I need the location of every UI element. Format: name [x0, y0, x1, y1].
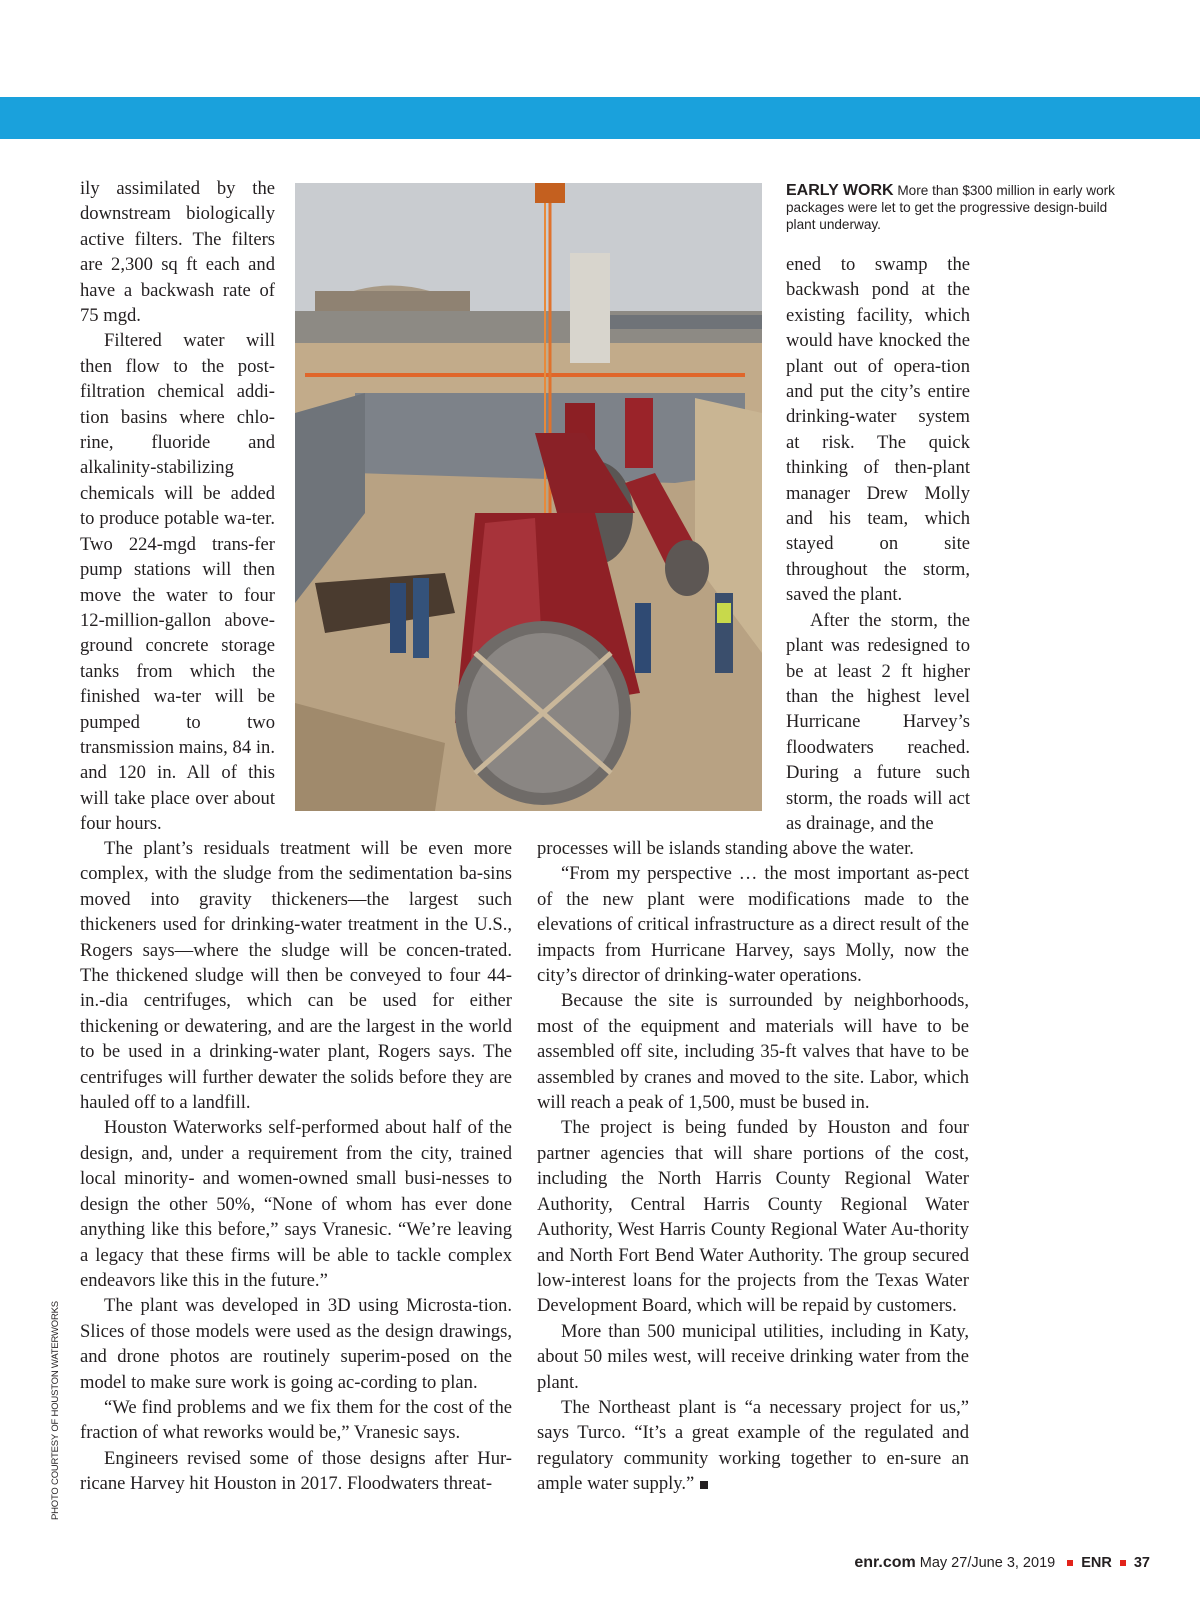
photo-credit: PHOTO COURTESY OF HOUSTON WATERWORKS: [50, 1301, 61, 1520]
article-column-right-upper: [786, 252, 970, 836]
paragraph: More than 500 municipal utilities, including in Katy, about 50 miles west, will receive drinking water from the plant.: [537, 1320, 969, 1393]
caption-headline: EARLY WORK: [786, 182, 894, 199]
paragraph: Engineers revised some of those designs after Hur-ricane Harvey hit Houston in 2017. Floodwaters threat-: [80, 1447, 512, 1495]
caption-text: More than $300 million in early work packages were let to get the progressive design-build plant underway.: [786, 183, 1115, 232]
paragraph: “From my perspective … the most important as-pect of the new plant were modifications made to the elevations of critical infrastructure as a direct result of the impacts from Hurricane Harvey, says Molly, now the city’s director of drinking-water operations.: [537, 863, 969, 987]
final-paragraph: [537, 1395, 969, 1497]
header-color-band: [0, 97, 1200, 139]
page-footer: [854, 1554, 1150, 1572]
paragraph: The plant was developed in 3D using Microsta-tion. Slices of those models were used as the design drawings, and drone photos are routinely superim-posed on the model to make sure work is going ac-cording to plan.: [80, 1295, 512, 1393]
separator-square-icon: [1120, 1560, 1126, 1566]
paragraph: After the storm, the plant was redesigned to be at least 2 ft higher than the highest level Hurricane Harvey’s floodwaters reached. During a future such storm, the roads will act as drainage, and the: [786, 609, 970, 834]
separator-square-icon: [1067, 1560, 1073, 1566]
footer-magazine: ENR: [1081, 1555, 1112, 1571]
paragraph: The project is being funded by Houston and four partner agencies that will share portions of the cost, including the North Harris County Regional Water Authority, Central Harris County Regional Water Authority, West Harris County Regional Water Au-thority and North Fort Bend Water Authority. The group secured low-interest loans for the projects from the Texas Water Development Board, which will be repaid by customers.: [537, 1117, 969, 1317]
paragraph: processes will be islands standing above the water.: [537, 838, 914, 859]
article-column-left-lower: [80, 836, 512, 1497]
paragraph: ened to swamp the backwash pond at the existing facility, which would have knocked the plant out of opera-tion and put the city’s entire drinking-water system at risk. The quick thinking of then-plant manager Drew Molly and his team, which stayed on site throughout the storm, saved the plant.: [786, 254, 970, 606]
end-of-story-mark: [700, 1481, 708, 1489]
paragraph-text: The Northeast plant is “a necessary project for us,” says Turco. “It’s a great example of the regulated and regulatory community working together to en-sure an ample water supply.”: [537, 1396, 969, 1495]
paragraph: “We find problems and we fix them for the cost of the fraction of what reworks would be,” Vranesic says.: [80, 1396, 512, 1444]
construction-photo: [295, 183, 762, 811]
paragraph: Filtered water will then flow to the post-filtration chemical addi-tion basins where chlo-rine, fluoride and alkalinity-stabilizing chemicals will be added to produce potable wa-ter. Two 224-mgd trans-fer pump stations will then move the water to four 12-million-gallon above-ground concrete storage tanks from which the finished wa-ter will be pumped to two transmission mains, 84 in. and 120 in. All of this will take place over about four hours.: [80, 330, 275, 835]
paragraph: Because the site is surrounded by neighborhoods, most of the equipment and materials will have to be assembled off site, including 35-ft valves that have to be assembled by cranes and moved to the site. Labor, which will reach a peak of 1,500, must be bused in.: [537, 990, 969, 1114]
footer-date: May 27/June 3, 2019: [919, 1555, 1056, 1571]
paragraph: ily assimilated by the downstream biologically active filters. The filters are 2,300 sq ft each and have a backwash rate of 75 mgd.: [80, 178, 275, 327]
article-column-right-lower: [537, 836, 969, 1497]
article-column-left-upper: [80, 176, 275, 837]
footer-site: enr.com: [854, 1554, 916, 1571]
page-number: 37: [1133, 1555, 1150, 1571]
paragraph: The plant’s residuals treatment will be even more complex, with the sludge from the sedimentation ba-sins moved into gravity thickeners—the largest such thickeners used for drinking-water treatment in the U.S., Rogers says—where the sludge will be concen-trated. The thickened sludge will then be conveyed to four 44-in.-dia centrifuges, which can be used for either thickening or dewatering, and are the largest in the world to be used in a drinking-water plant, Rogers says. The centrifuges will further dewater the solids before they are hauled off to a landfill.: [80, 838, 512, 1114]
photo-caption: [786, 182, 1136, 233]
pipe-installation-image: [295, 183, 762, 811]
paragraph: Houston Waterworks self-performed about half of the design, and, under a requirement from the city, trained local minority- and women-owned small busi-nesses to design the other 50%, “None of whom has ever done anything like this before,” says Vranesic. “We’re leaving a legacy that these firms will be able to tackle complex endeavors like this in the future.”: [80, 1117, 512, 1291]
